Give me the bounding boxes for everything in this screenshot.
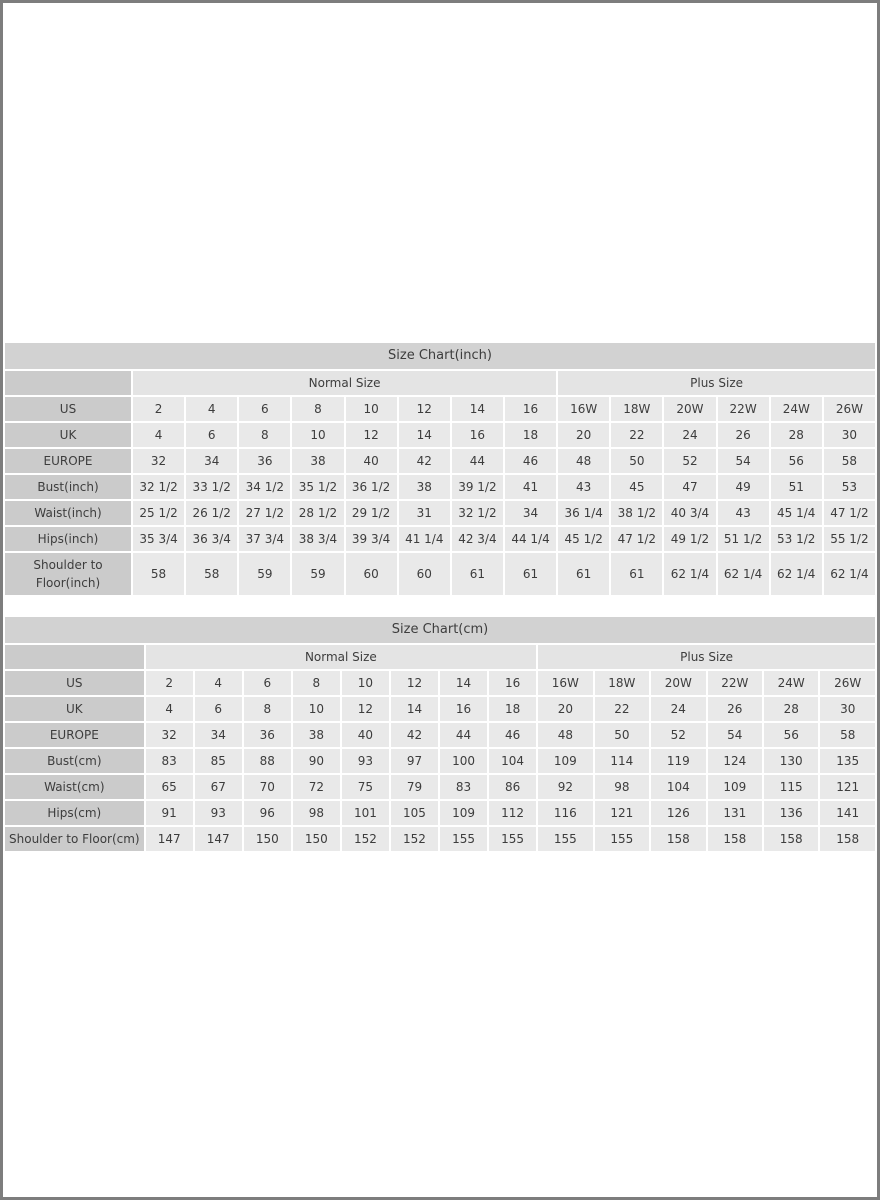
- table-cell: 53: [824, 475, 875, 499]
- table-cell: 8: [244, 697, 291, 721]
- table-cell: 121: [595, 801, 649, 825]
- table-cell: 50: [595, 723, 649, 747]
- table-cell: 93: [342, 749, 389, 773]
- table-cell: 130: [764, 749, 818, 773]
- table-cell: 155: [595, 827, 649, 851]
- table-cell: 38 3/4: [292, 527, 343, 551]
- table-cell: 4: [195, 671, 242, 695]
- table-cell: 97: [391, 749, 438, 773]
- row-label: UK: [5, 697, 144, 721]
- table-cell: 112: [489, 801, 536, 825]
- table-cell: 54: [708, 723, 762, 747]
- table-cell: 18W: [611, 397, 662, 421]
- table-cell: 72: [293, 775, 340, 799]
- table-cell: 119: [651, 749, 705, 773]
- table-cell: 34: [505, 501, 556, 525]
- row-label: Hips(inch): [5, 527, 131, 551]
- table-cell: 28: [771, 423, 822, 447]
- table-cell: 24W: [764, 671, 818, 695]
- table-cell: 12: [342, 697, 389, 721]
- table-cell: 40: [346, 449, 397, 473]
- table-cell: 24: [664, 423, 715, 447]
- table-cell: 39 1/2: [452, 475, 503, 499]
- table-cell: 53 1/2: [771, 527, 822, 551]
- table-cell: 30: [824, 423, 875, 447]
- table-cell: 26: [718, 423, 769, 447]
- table-cell: 44 1/4: [505, 527, 556, 551]
- table-cell: 47 1/2: [611, 527, 662, 551]
- table-cell: 41: [505, 475, 556, 499]
- table-cell: 16W: [538, 671, 592, 695]
- table-cell: 62 1/4: [718, 553, 769, 595]
- table-cell: 79: [391, 775, 438, 799]
- table-cell: 32: [146, 723, 193, 747]
- table-cell: 67: [195, 775, 242, 799]
- table-cell: 16: [440, 697, 487, 721]
- table-cell: 85: [195, 749, 242, 773]
- table-cell: 20: [538, 697, 592, 721]
- table-cell: 32 1/2: [452, 501, 503, 525]
- table-cell: 92: [538, 775, 592, 799]
- table-cell: 121: [820, 775, 875, 799]
- table-cell: 14: [391, 697, 438, 721]
- corner-blank-cell: [5, 645, 144, 669]
- table-cell: 16W: [558, 397, 609, 421]
- table-cell: 60: [399, 553, 450, 595]
- row-label: Shoulder to Floor(inch): [5, 553, 131, 595]
- table-cell: 62 1/4: [771, 553, 822, 595]
- table-cell: 51: [771, 475, 822, 499]
- table-cell: 109: [440, 801, 487, 825]
- table-cell: 147: [146, 827, 193, 851]
- table-cell: 32 1/2: [133, 475, 184, 499]
- table-cell: 61: [505, 553, 556, 595]
- table-cell: 58: [133, 553, 184, 595]
- table-cell: 96: [244, 801, 291, 825]
- table-cell: 30: [820, 697, 875, 721]
- table-cell: 8: [292, 397, 343, 421]
- table-cell: 54: [718, 449, 769, 473]
- table-cell: 86: [489, 775, 536, 799]
- table-cell: 34: [195, 723, 242, 747]
- table-cell: 37 3/4: [239, 527, 290, 551]
- table-cell: 43: [718, 501, 769, 525]
- table-cell: 47: [664, 475, 715, 499]
- table-cell: 45: [611, 475, 662, 499]
- table-cell: 26 1/2: [186, 501, 237, 525]
- table-cell: 116: [538, 801, 592, 825]
- table-cell: 31: [399, 501, 450, 525]
- table-row: [5, 671, 875, 695]
- table-cell: 98: [595, 775, 649, 799]
- table-cell: 70: [244, 775, 291, 799]
- row-label: US: [5, 671, 144, 695]
- table-cell: 22W: [708, 671, 762, 695]
- table-cell: 42: [391, 723, 438, 747]
- table-cell: 147: [195, 827, 242, 851]
- table-cell: 56: [771, 449, 822, 473]
- table-cell: 61: [452, 553, 503, 595]
- table-row: [5, 475, 875, 499]
- table-cell: 26W: [820, 671, 875, 695]
- table-cell: 49: [718, 475, 769, 499]
- table-cell: 38: [292, 449, 343, 473]
- table-cell: 44: [440, 723, 487, 747]
- table-cell: 8: [293, 671, 340, 695]
- table-cell: 40: [342, 723, 389, 747]
- table-cell: 46: [489, 723, 536, 747]
- table-cell: 16: [489, 671, 536, 695]
- table-cell: 35 3/4: [133, 527, 184, 551]
- table-cell: 150: [244, 827, 291, 851]
- table-cell: 60: [346, 553, 397, 595]
- table-cell: 36 1/2: [346, 475, 397, 499]
- table-cell: 101: [342, 801, 389, 825]
- table-cell: 158: [708, 827, 762, 851]
- table-cell: 50: [611, 449, 662, 473]
- table-cell: 32: [133, 449, 184, 473]
- table-cell: 36: [244, 723, 291, 747]
- table-cell: 150: [293, 827, 340, 851]
- table-cell: 26: [708, 697, 762, 721]
- table-row: [5, 697, 875, 721]
- table-cell: 58: [820, 723, 875, 747]
- table-cell: 14: [452, 397, 503, 421]
- corner-blank-cell: [5, 371, 131, 395]
- row-label: UK: [5, 423, 131, 447]
- table-cell: 59: [292, 553, 343, 595]
- column-group-header: Normal Size: [133, 371, 556, 395]
- table-cell: 44: [452, 449, 503, 473]
- table-cell: 20: [558, 423, 609, 447]
- table-cell: 4: [186, 397, 237, 421]
- table-cell: 91: [146, 801, 193, 825]
- table-cell: 18: [489, 697, 536, 721]
- table-cell: 10: [293, 697, 340, 721]
- table-cell: 22: [611, 423, 662, 447]
- table-cell: 158: [764, 827, 818, 851]
- table-cell: 48: [538, 723, 592, 747]
- table-cell: 28 1/2: [292, 501, 343, 525]
- table-cell: 104: [651, 775, 705, 799]
- size-chart-section: [3, 341, 877, 853]
- table-cell: 20W: [664, 397, 715, 421]
- table-cell: 58: [186, 553, 237, 595]
- table-cell: 10: [346, 397, 397, 421]
- table-cell: 48: [558, 449, 609, 473]
- row-label: Hips(cm): [5, 801, 144, 825]
- table-cell: 4: [146, 697, 193, 721]
- table-cell: 109: [538, 749, 592, 773]
- table-cell: 126: [651, 801, 705, 825]
- row-label: EUROPE: [5, 723, 144, 747]
- table-cell: 155: [538, 827, 592, 851]
- table-cell: 22: [595, 697, 649, 721]
- table-cell: 109: [708, 775, 762, 799]
- table-cell: 42 3/4: [452, 527, 503, 551]
- table-cell: 51 1/2: [718, 527, 769, 551]
- table-cell: 33 1/2: [186, 475, 237, 499]
- table-cell: 61: [611, 553, 662, 595]
- table-row: [5, 749, 875, 773]
- table-cell: 36 3/4: [186, 527, 237, 551]
- table-cell: 41 1/4: [399, 527, 450, 551]
- table-cell: 26W: [824, 397, 875, 421]
- row-label: US: [5, 397, 131, 421]
- table-cell: 59: [239, 553, 290, 595]
- table-cell: 38 1/2: [611, 501, 662, 525]
- table-cell: 45 1/4: [771, 501, 822, 525]
- size-chart-inch-table: [3, 341, 877, 597]
- table-cell: 18: [505, 423, 556, 447]
- table-cell: 75: [342, 775, 389, 799]
- table-cell: 131: [708, 801, 762, 825]
- table-cell: 58: [824, 449, 875, 473]
- table-cell: 38: [399, 475, 450, 499]
- table-row: [5, 775, 875, 799]
- table-cell: 158: [651, 827, 705, 851]
- table-cell: 152: [391, 827, 438, 851]
- size-chart-cm-table: [3, 615, 877, 853]
- table-cell: 104: [489, 749, 536, 773]
- table-cell: 52: [664, 449, 715, 473]
- table-cell: 34: [186, 449, 237, 473]
- table-cell: 35 1/2: [292, 475, 343, 499]
- table-cell: 155: [440, 827, 487, 851]
- table-cell: 62 1/4: [824, 553, 875, 595]
- table-cell: 6: [195, 697, 242, 721]
- table-cell: 12: [346, 423, 397, 447]
- row-label: EUROPE: [5, 449, 131, 473]
- table-cell: 4: [133, 423, 184, 447]
- table-cell: 52: [651, 723, 705, 747]
- table-cell: 88: [244, 749, 291, 773]
- row-label: Waist(cm): [5, 775, 144, 799]
- table-cell: 42: [399, 449, 450, 473]
- table-cell: 62 1/4: [664, 553, 715, 595]
- table-cell: 6: [239, 397, 290, 421]
- row-label: Bust(cm): [5, 749, 144, 773]
- table-cell: 6: [186, 423, 237, 447]
- table-cell: 22W: [718, 397, 769, 421]
- table-cell: 141: [820, 801, 875, 825]
- table-cell: 55 1/2: [824, 527, 875, 551]
- table-cell: 16: [452, 423, 503, 447]
- table-row: [5, 501, 875, 525]
- table-cell: 114: [595, 749, 649, 773]
- table-cell: 27 1/2: [239, 501, 290, 525]
- table-cell: 61: [558, 553, 609, 595]
- table-cell: 65: [146, 775, 193, 799]
- table-row: [5, 553, 875, 595]
- table-row: [5, 723, 875, 747]
- table-cell: 12: [391, 671, 438, 695]
- table-cell: 2: [146, 671, 193, 695]
- table-cell: 124: [708, 749, 762, 773]
- table-cell: 158: [820, 827, 875, 851]
- table-cell: 100: [440, 749, 487, 773]
- table-cell: 14: [399, 423, 450, 447]
- table-cell: 83: [146, 749, 193, 773]
- column-group-header: Normal Size: [146, 645, 537, 669]
- table-cell: 36: [239, 449, 290, 473]
- table-cell: 98: [293, 801, 340, 825]
- table-cell: 90: [293, 749, 340, 773]
- table-row: [5, 449, 875, 473]
- table-title-cm: Size Chart(cm): [5, 617, 875, 643]
- table-cell: 10: [292, 423, 343, 447]
- table-cell: 10: [342, 671, 389, 695]
- table-cell: 83: [440, 775, 487, 799]
- table-cell: 155: [489, 827, 536, 851]
- table-cell: 24W: [771, 397, 822, 421]
- table-cell: 152: [342, 827, 389, 851]
- column-group-header: Plus Size: [558, 371, 875, 395]
- table-row: [5, 827, 875, 851]
- table-cell: 25 1/2: [133, 501, 184, 525]
- table-cell: 136: [764, 801, 818, 825]
- table-cell: 28: [764, 697, 818, 721]
- table-cell: 47 1/2: [824, 501, 875, 525]
- table-cell: 29 1/2: [346, 501, 397, 525]
- table-cell: 34 1/2: [239, 475, 290, 499]
- table-cell: 24: [651, 697, 705, 721]
- table-cell: 49 1/2: [664, 527, 715, 551]
- column-group-header: Plus Size: [538, 645, 875, 669]
- row-label: Shoulder to Floor(cm): [5, 827, 144, 851]
- table-cell: 135: [820, 749, 875, 773]
- table-cell: 6: [244, 671, 291, 695]
- table-cell: 40 3/4: [664, 501, 715, 525]
- table-cell: 2: [133, 397, 184, 421]
- table-row: [5, 527, 875, 551]
- table-cell: 18W: [595, 671, 649, 695]
- table-cell: 105: [391, 801, 438, 825]
- table-row: [5, 801, 875, 825]
- table-cell: 16: [505, 397, 556, 421]
- table-cell: 93: [195, 801, 242, 825]
- table-cell: 36 1/4: [558, 501, 609, 525]
- table-cell: 56: [764, 723, 818, 747]
- table-cell: 20W: [651, 671, 705, 695]
- row-label: Waist(inch): [5, 501, 131, 525]
- table-row: [5, 397, 875, 421]
- table-cell: 46: [505, 449, 556, 473]
- table-cell: 38: [293, 723, 340, 747]
- table-cell: 45 1/2: [558, 527, 609, 551]
- table-cell: 115: [764, 775, 818, 799]
- table-title-inch: Size Chart(inch): [5, 343, 875, 369]
- table-cell: 14: [440, 671, 487, 695]
- table-cell: 12: [399, 397, 450, 421]
- row-label: Bust(inch): [5, 475, 131, 499]
- table-cell: 8: [239, 423, 290, 447]
- table-row: [5, 423, 875, 447]
- table-cell: 43: [558, 475, 609, 499]
- table-cell: 39 3/4: [346, 527, 397, 551]
